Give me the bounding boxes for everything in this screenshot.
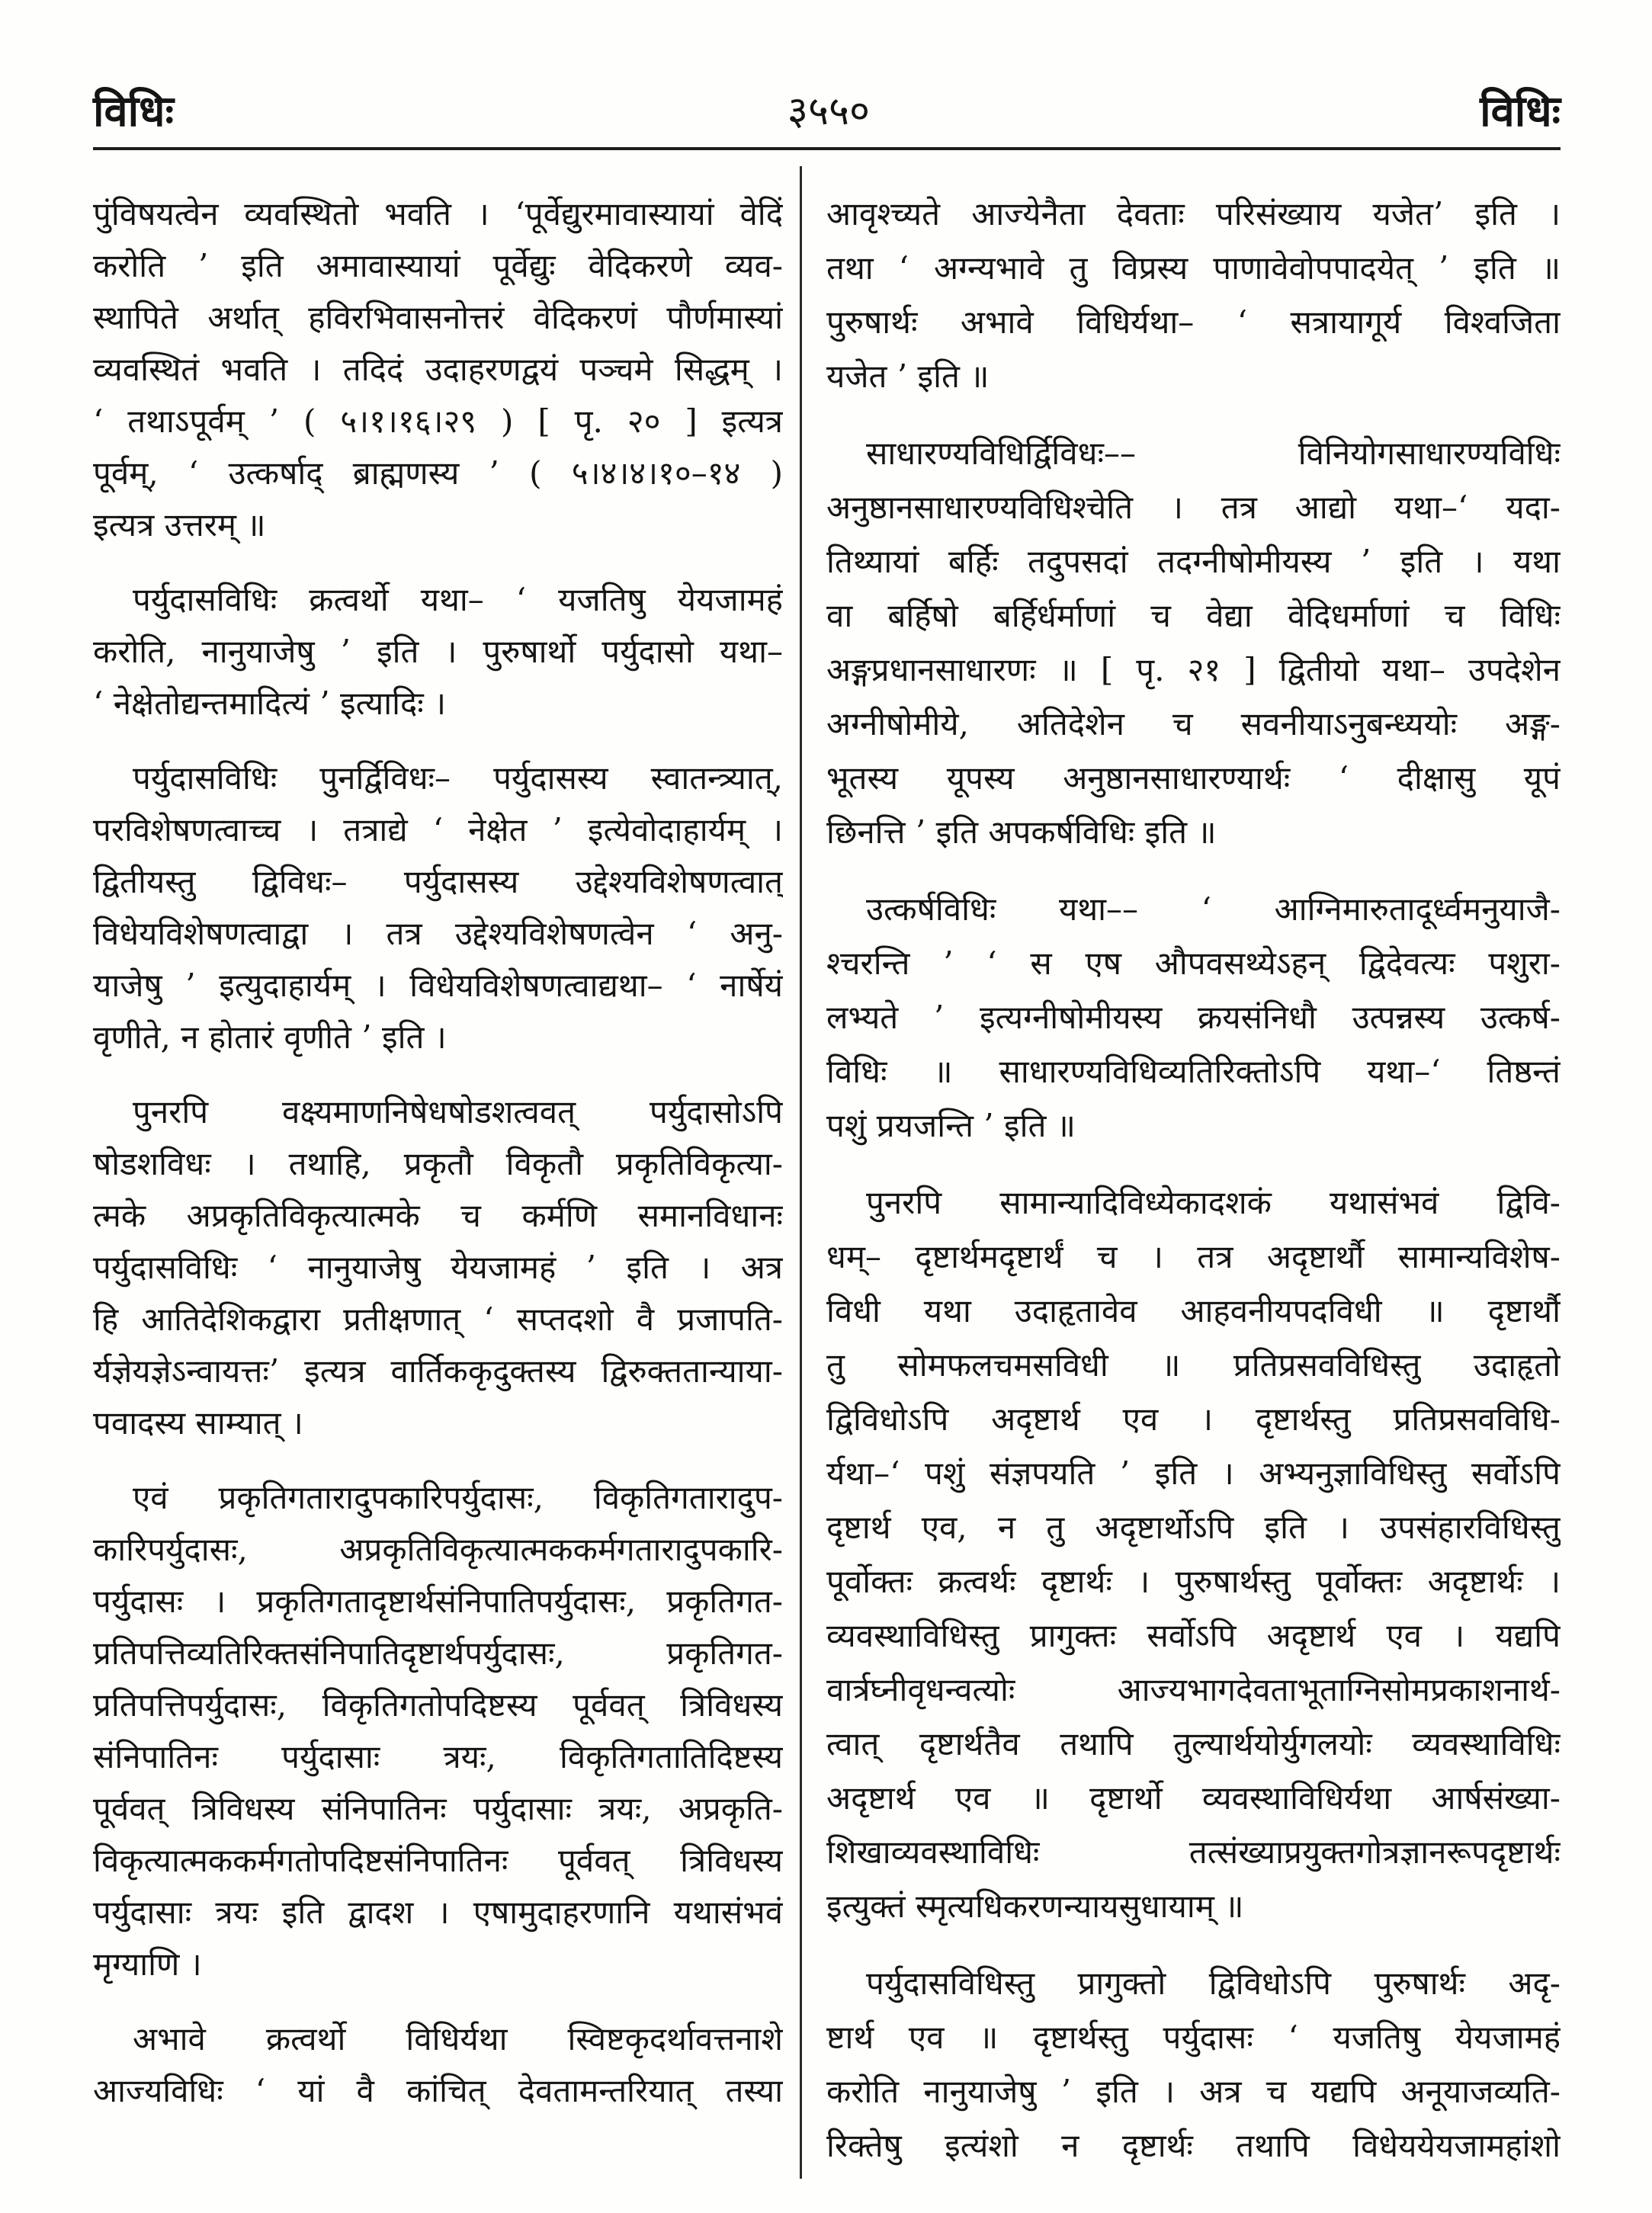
text-line: र्यज्ञेयज्ञेऽन्वायत्तः’ इत्यत्र वार्तिककृदुक्तस्य द्विरुक्ततान्याया- [93,1352,783,1390]
text-line: ष्टार्थ एव ॥ दृष्टार्थस्तु पर्युदासः ‘ यजतिषु येयजामहं [826,2019,1561,2056]
text-line: पवादस्य साम्यात् । [93,1404,303,1442]
text-line: पूर्वम्, ‘ उत्कर्षाद् ब्राह्मणस्य ’ ( ५।४।४।१०–१४ ) [93,454,783,492]
text-line: आवृश्च्यते आज्येनैता देवताः परिसंख्याय यजेत’ इति । [826,195,1561,233]
paragraph [826,882,1561,1153]
text-line: पूर्वोक्तः क्रत्वर्थः दृष्टार्थः । पुरुषार्थस्तु पूर्वोक्तः अदृष्टार्थः । [826,1563,1561,1600]
right-column [826,187,1561,2173]
text-line: व्यवस्थाविधिस्तु प्रागुक्तः सर्वोऽपि अदृष्टार्थ एव । यद्यपि [826,1617,1561,1654]
text-line: करोति नानुयाजेषु ’ इति । अत्र च यद्यपि अनूयाजव्यति- [826,2073,1561,2110]
paragraph [93,1086,783,1449]
text-line: वृणीते, न होतारं वृणीते ’ इति । [93,1018,447,1056]
text-line: षोडशविधः । तथाहि, प्रकृतौ विकृतौ प्रकृतिविकृत्या- [93,1145,783,1182]
text-line: लभ्यते ’ इत्यग्नीषोमीयस्य क्रयसंनिधौ उत्पन्नस्य उत्कर्ष- [826,999,1561,1036]
text-line: तिथ्यायां बर्हिः तदुपसदां तदग्नीषोमीयस्य ’ इति । यथा [826,543,1561,580]
text-line: मृग्याणि । [93,1945,202,1983]
text-line: एवं प्रकृतिगतारादुपकारिपर्युदासः, विकृतिगतारादुप- [133,1479,783,1516]
text-line: अनुष्ठानसाधारण्यविधिश्चेति । तत्र आद्यो यथा–‘ यदा- [826,489,1561,526]
text-line: करोति ’ इति अमावास्यायां पूर्वेद्युः वेदिकरणे व्यव- [93,247,783,284]
paragraph [826,1175,1561,1933]
text-line: छिनत्ति ’ इति अपकर्षविधिः इति ॥ [826,813,1217,851]
text-line: संनिपातिनः पर्युदासाः त्रयः, विकृतिगतातिदिष्टस्य [93,1738,783,1775]
text-line: व्यवस्थितं भवति । तदिदं उदाहरणद्वयं पञ्चमे सिद्धम् । [93,351,783,388]
text-line: इत्युक्तं स्मृत्यधिकरणन्यायसुधायाम् ॥ [826,1887,1244,1925]
text-line: पर्युदासविधिः पुनर्द्विविधः– पर्युदासस्य स्वातन्त्र्यात्, [133,759,783,797]
text-line: पर्युदासविधिस्तु प्रागुक्तो द्विविधोऽपि पुरुषार्थः अदृ- [866,1964,1561,2002]
text-line: ‘ नेक्षेतोद्यन्तमादित्यं ’ इत्यादिः । [93,685,447,722]
left-column [93,188,783,2117]
text-line: रिक्तेषु इत्यंशो न दृष्टार्थः तथापि विधेययेयजामहांशो [826,2127,1561,2164]
text-line: विकृत्यात्मककर्मगतोपदिष्टसंनिपातिनः पूर्ववत् त्रिविधस्य [93,1842,783,1879]
text-line: त्मके अप्रकृतिविकृत्यात्मके च कर्मणि समानविधानः [93,1197,783,1234]
text-line: पशुं प्रयजन्ति ’ इति ॥ [826,1107,1076,1144]
text-line: इत्यत्र उत्तरम् ॥ [93,506,266,544]
text-line: आज्यविधिः ‘ यां वै कांचित् देवतामन्तरियात् तस्या [93,2072,783,2109]
text-line: पूर्ववत् त्रिविधस्य संनिपातिनः पर्युदासाः त्रयः, अप्रकृति- [93,1790,783,1827]
paragraph [826,187,1561,403]
text-line: अग्नीषोमीये, अतिदेशेन च सवनीयाऽनुबन्ध्ययोः अङ्ग- [826,705,1561,742]
text-line: हि आतिदेशिकद्वारा प्रतीक्षणात् ‘ सप्तदशो वै प्रजापति- [93,1301,783,1338]
paragraph [826,426,1561,859]
text-line: उत्कर्षविधिः यथा–– ‘ आग्निमारुतादूर्ध्वमनुयाजै- [866,890,1561,928]
text-line: श्चरन्ति ’ ‘ स एष औपवसथ्येऽहन् द्विदेवत्यः पशुरा- [826,945,1561,982]
text-line: पर्युदासविधिः ‘ नानुयाजेषु येयजामहं ’ इति । अत्र [93,1249,783,1286]
text-line: पर्युदासविधिः क्रत्वर्थो यथा– ‘ यजतिषु येयजामहं [133,581,783,618]
text-line: पुनरपि वक्ष्यमाणनिषेधषोडशत्ववत् पर्युदासोऽपि [133,1093,783,1131]
header-rule [93,147,1561,150]
text-line: यजेत ’ इति ॥ [826,358,990,395]
text-line: साधारण्यविधिर्द्विविधः–– विनियोगसाधारण्यविधिः [866,435,1561,472]
text-line: तथा ‘ अग्न्यभावे तु विप्रस्य पाणावेवोपपादयेत् ’ इति ॥ [826,249,1561,287]
running-head-right: विधिः [1480,86,1561,136]
text-line: विधी यथा उदाहृतावेव आहवनीयपदविधी ॥ दृष्टार्थौ [826,1292,1561,1329]
text-line: कारिपर्युदासः, अप्रकृतिविकृत्यात्मककर्मगतारादुपकारि- [93,1531,783,1568]
paragraph [93,188,783,551]
paragraph [93,574,783,730]
text-line: धम्– दृष्टार्थमदृष्टार्थं च । तत्र अदृष्टार्थौ सामान्यविशेष- [826,1238,1561,1275]
running-head-left: विधिः [93,86,174,136]
text-line: वा बर्हिषो बर्हिर्धर्माणां च वेद्या वेदिधर्माणां च विधिः [826,597,1561,634]
text-line: पुनरपि सामान्यादिविध्येकादशकं यथासंभवं द्विवि- [866,1184,1561,1221]
text-line: परविशेषणत्वाच्च । तत्राद्ये ‘ नेक्षेत ’ इत्येवोदाहार्यम् । [93,811,783,848]
text-line: दृष्टार्थ एव, न तु अदृष्टार्थोऽपि इति । उपसंहारविधिस्तु [826,1509,1561,1546]
paragraph [826,1956,1561,2173]
text-line: पुंविषयत्वेन व्यवस्थितो भवति । ‘पूर्वेद्युरमावास्यायां वेदिं [93,195,783,233]
page-number: ३५५० [787,88,871,134]
text-line: प्रतिपत्तिव्यतिरिक्तसंनिपातिदृष्टार्थपर्युदासः, प्रकृतिगत- [93,1634,783,1672]
text-line: पर्युदासाः त्रयः इति द्वादश । एषामुदाहरणानि यथासंभवं [93,1894,783,1931]
text-line: करोति, नानुयाजेषु ’ इति । पुरुषार्थो पर्युदासो यथा– [93,633,783,670]
text-line: स्थापिते अर्थात् हविरभिवासनोत्तरं वेदिकरणं पौर्णमास्यां [93,299,783,336]
paragraph [93,752,783,1063]
text-line: भूतस्य यूपस्य अनुष्ठानसाधारण्यार्थः ‘ दीक्षासु यूपं [826,759,1561,797]
text-line: विधिः ॥ साधारण्यविधिव्यतिरिक्तोऽपि यथा–‘ तिष्ठन्तं [826,1053,1561,1090]
text-line: शिखाव्यवस्थाविधिः तत्संख्याप्रयुक्तगोत्रज्ञानरूपदृष्टार्थः [826,1833,1561,1871]
text-line: प्रतिपत्तिपर्युदासः, विकृतिगतोपदिष्टस्य पूर्ववत् त्रिविधस्य [93,1686,783,1724]
column-divider [800,166,802,2179]
text-line: तु सोमफलचमसविधी ॥ प्रतिप्रसवविधिस्तु उदाहृतो [826,1346,1561,1384]
text-line: याजेषु ’ इत्युदाहार्यम् । विधेयविशेषणत्वाद्यथा– ‘ नार्षेयं [93,967,783,1004]
paragraph [93,2013,783,2117]
text-line: अदृष्टार्थ एव ॥ दृष्टार्थो व्यवस्थाविधिर्यथा आर्षसंख्या- [826,1779,1561,1817]
paragraph [93,1472,783,1990]
text-line: त्वात् दृष्टार्थतैव तथापि तुल्यार्थयोर्युगलयोः व्यवस्थाविधिः [826,1725,1561,1762]
text-line: द्विविधोऽपि अदृष्टार्थ एव । दृष्टार्थस्तु प्रतिप्रसवविधि- [826,1400,1561,1438]
text-line: अभावे क्रत्वर्थो विधिर्यथा स्विष्टकृदर्थावत्तनाशे [133,2020,783,2057]
text-line: विधेयविशेषणत्वाद्वा । तत्र उद्देश्यविशेषणत्वेन ‘ अनु- [93,915,783,952]
text-line: पर्युदासः । प्रकृतिगतादृष्टार्थसंनिपातिपर्युदासः, प्रकृतिगत- [93,1583,783,1620]
text-line: र्यथा–‘ पशुं संज्ञपयति ’ इति । अभ्यनुज्ञाविधिस्तु सर्वोऽपि [826,1454,1561,1492]
text-line: ‘ तथाऽपूर्वम् ’ ( ५।१।१६।२९ ) [ पृ. २० ] इत्यत्र [93,403,783,440]
text-line: पुरुषार्थः अभावे विधिर्यथा– ‘ सत्रायागूर्य विश्वजिता [826,303,1561,341]
text-line: अङ्गप्रधानसाधारणः ॥ [ पृ. २१ ] द्वितीयो यथा– उपदेशेन [826,651,1561,688]
text-line: वार्त्रघ्नीवृधन्वत्योः आज्यभागदेवताभूताग्निसोमप्रकाशनार्थ- [826,1671,1561,1708]
text-line: द्वितीयस्तु द्विविधः– पर्युदासस्य उद्देश्यविशेषणत्वात् [93,863,783,900]
